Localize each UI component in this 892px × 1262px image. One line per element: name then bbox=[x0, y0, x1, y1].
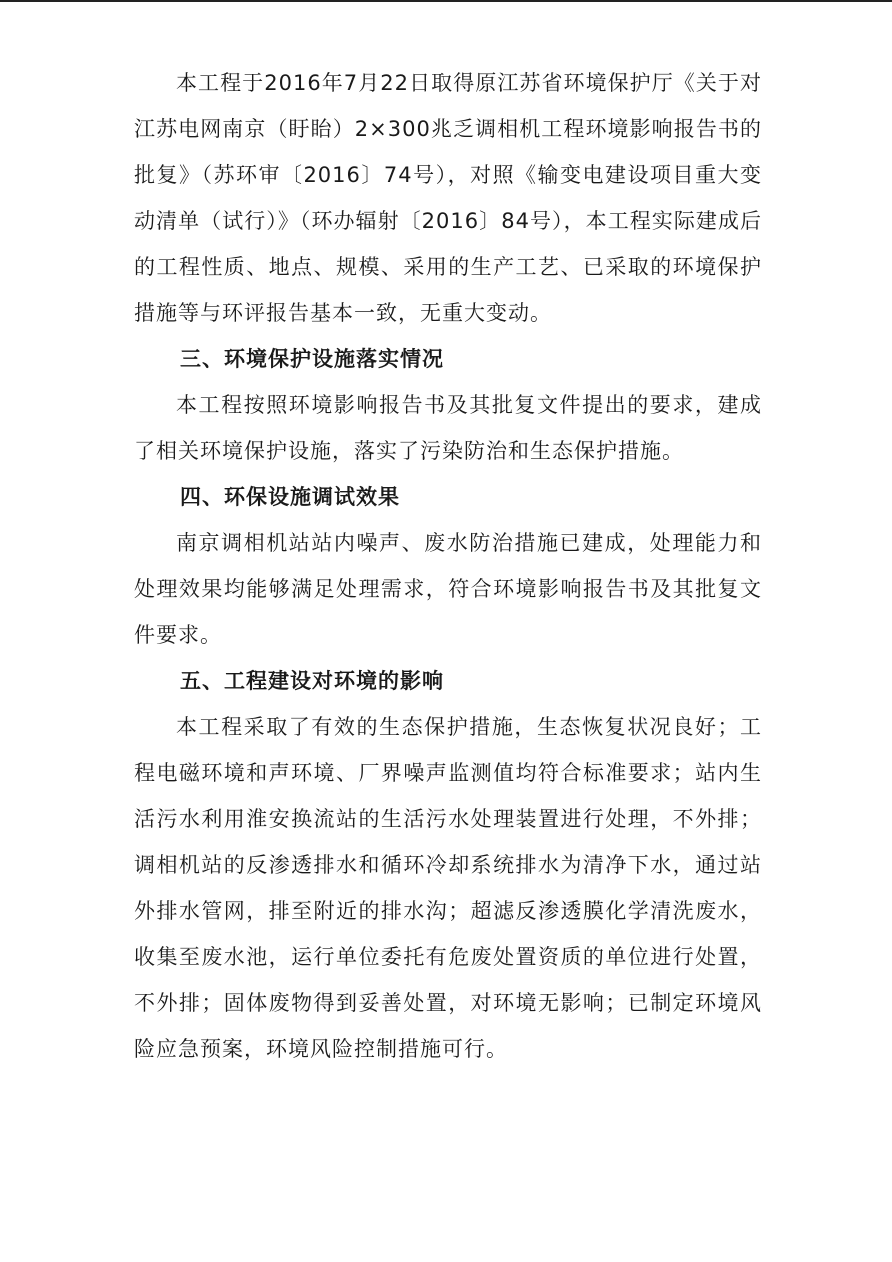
section-heading-5: 五、工程建设对环境的影响 bbox=[180, 669, 444, 693]
intro-paragraph: 本工程于2016年7月22日取得原江苏省环境保护厅《关于对江苏电网南京（盱眙）2×300兆乏调相机工程环境影响报告书的批复》（苏环审〔2016〕74号），对照《输变电建设项目重大变动清单（试行）》（环办辐射〔2016〕84号），本工程实际建成后的工程性质、地点、规模、采用的生产工艺、已采取的环境保护措施等与环评报告基本一致，无重大变动。 bbox=[134, 71, 762, 325]
section-heading-3: 三、环境保护设施落实情况 bbox=[180, 347, 444, 371]
document-page bbox=[134, 60, 762, 1072]
section-heading-4: 四、环保设施调试效果 bbox=[180, 485, 400, 509]
section-5-paragraph: 本工程采取了有效的生态保护措施，生态恢复状况良好；工程电磁环境和声环境、厂界噪声监测值均符合标准要求；站内生活污水利用淮安换流站的生活污水处理装置进行处理，不外排；调相机站的反渗透排水和循环冷却系统排水为清净下水，通过站外排水管网，排至附近的排水沟；超滤反渗透膜化学清洗废水，收集至废水池，运行单位委托有危废处置资质的单位进行处置，不外排；固体废物得到妥善处置，对环境无影响；已制定环境风险应急预案，环境风险控制措施可行。 bbox=[134, 715, 762, 1061]
section-4-paragraph: 南京调相机站站内噪声、废水防治措施已建成，处理能力和处理效果均能够满足处理需求，符合环境影响报告书及其批复文件要求。 bbox=[134, 531, 762, 647]
top-border-line bbox=[0, 0, 892, 2]
section-3-paragraph: 本工程按照环境影响报告书及其批复文件提出的要求，建成了相关环境保护设施，落实了污染防治和生态保护措施。 bbox=[134, 393, 762, 463]
